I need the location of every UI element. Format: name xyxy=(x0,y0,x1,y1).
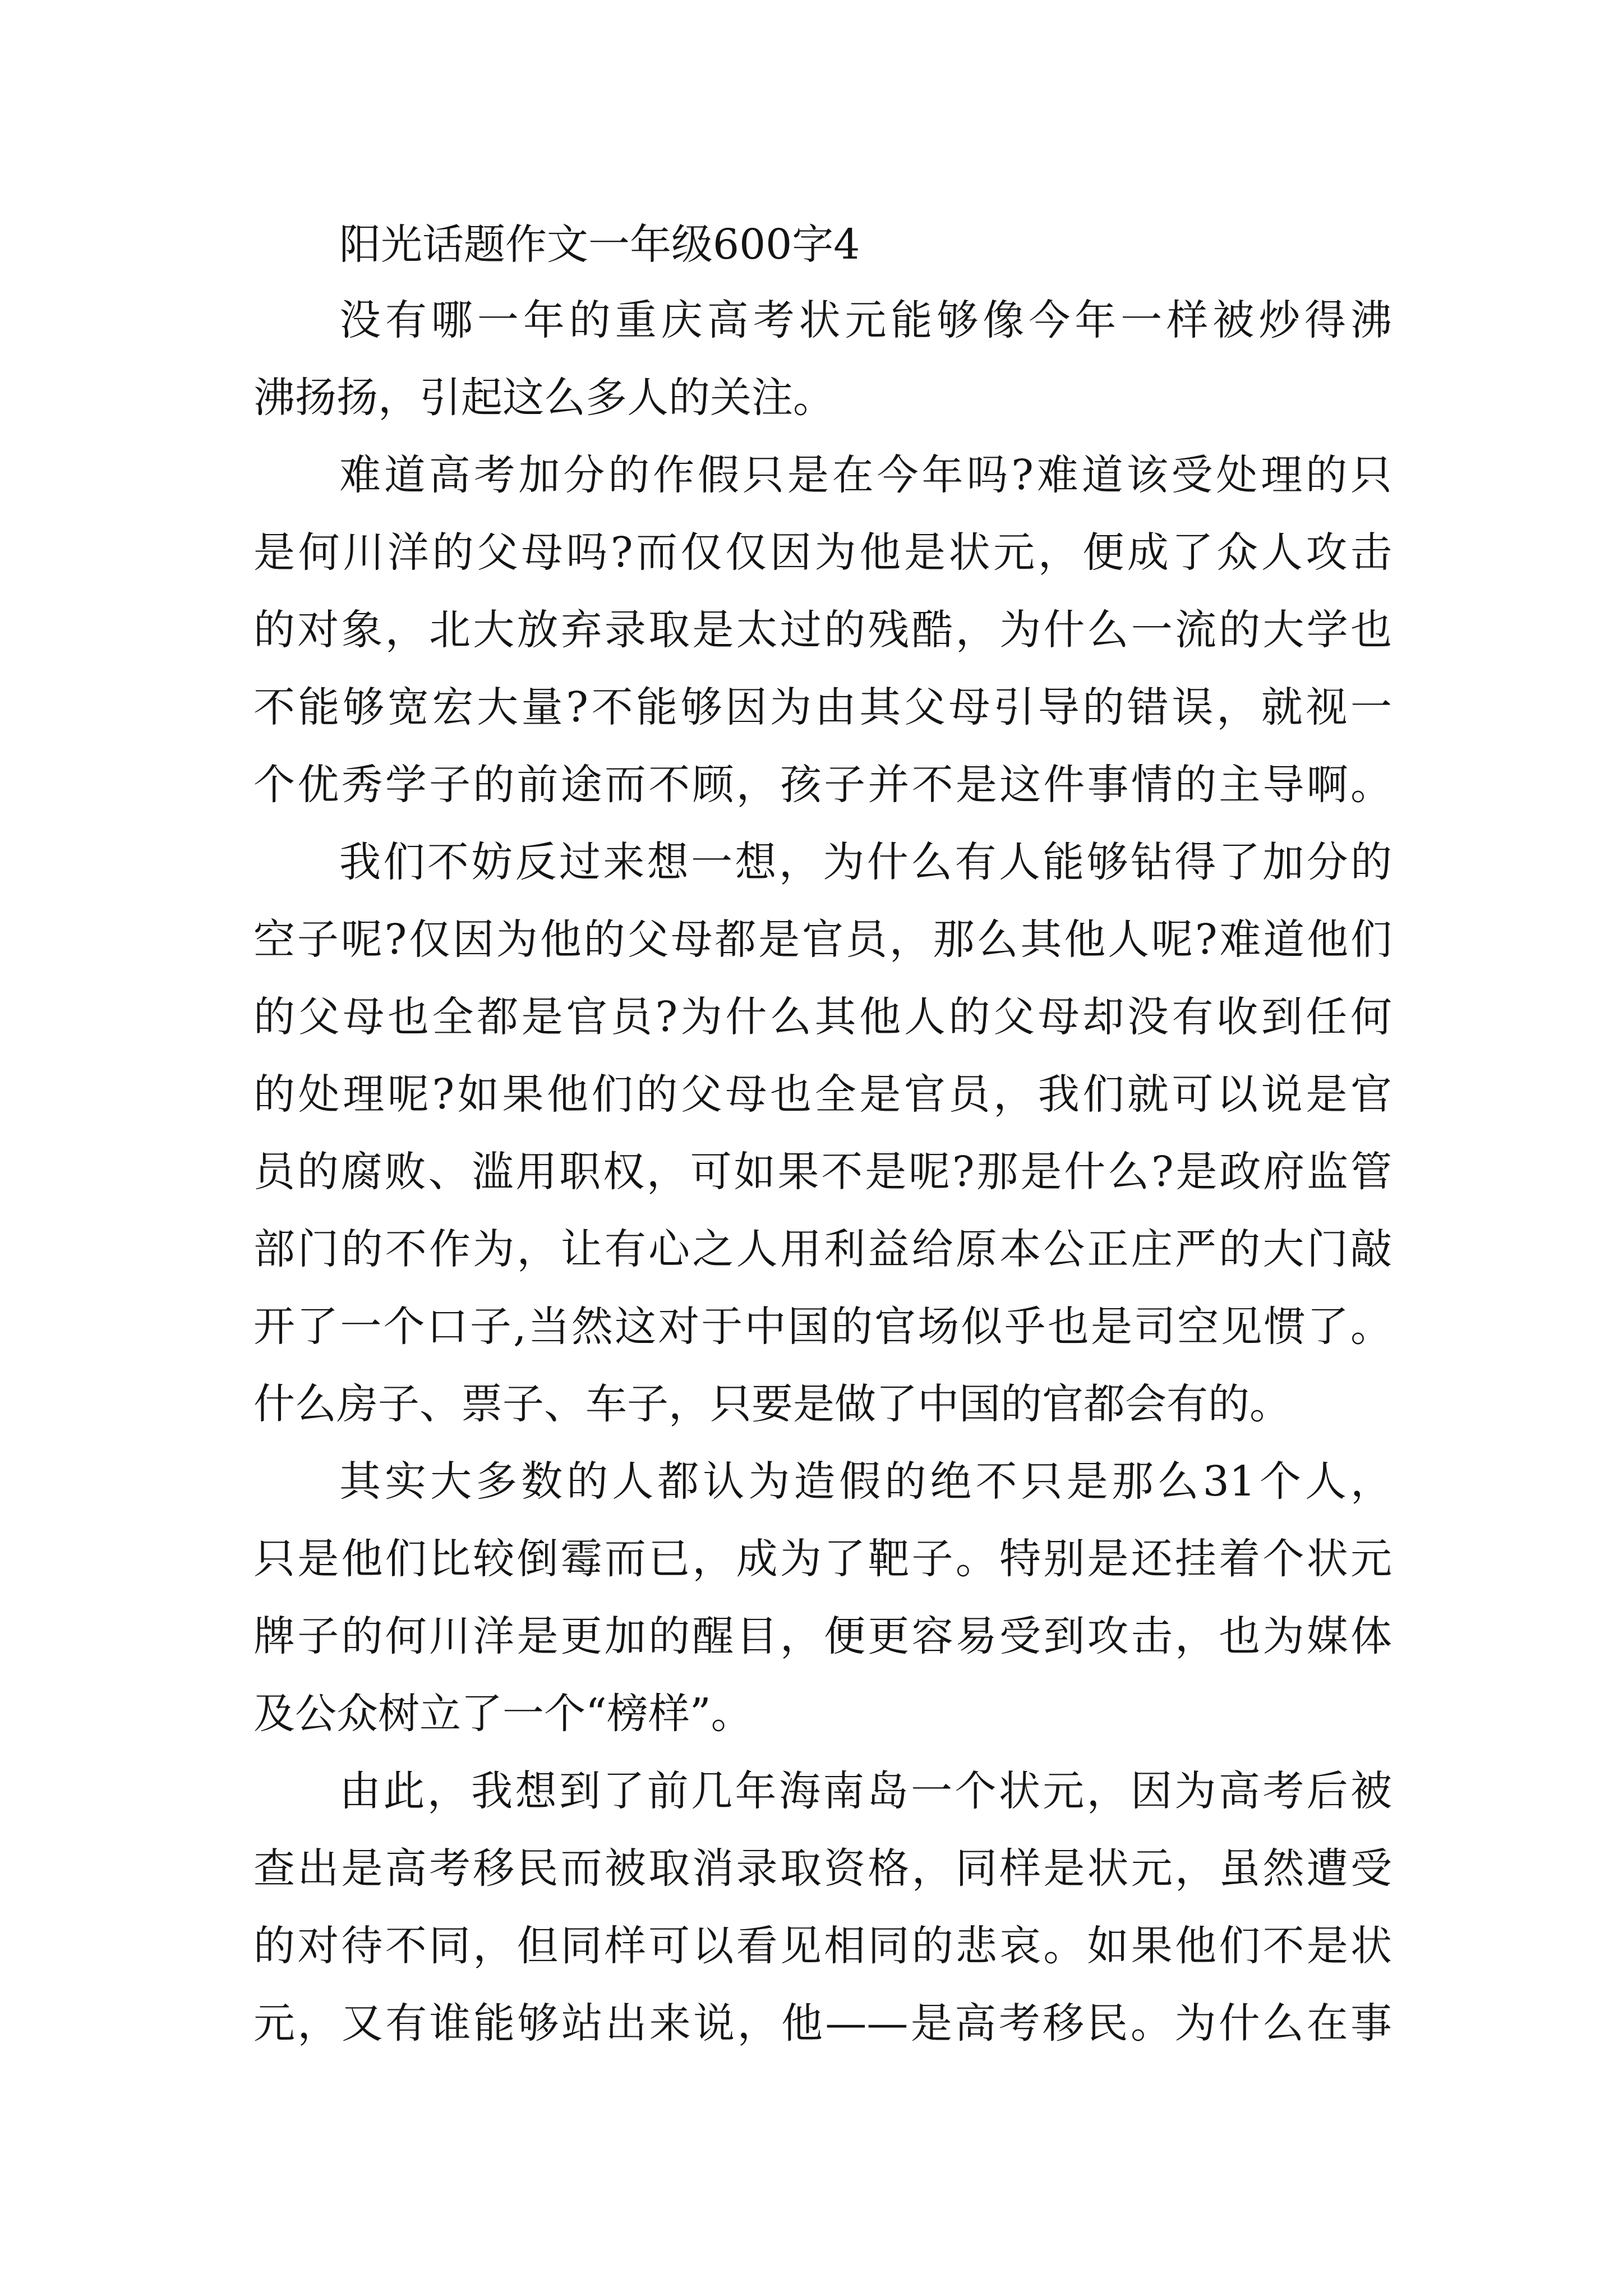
text-line: 元，又有谁能够站出来说，他——是高考移民。为什么在事 xyxy=(253,1999,1392,2047)
text-line: 难道高考加分的作假只是在今年吗?难道该受处理的只 xyxy=(339,451,1392,499)
text-line: 的对象，北大放弃录取是太过的残酷，为什么一流的大学也 xyxy=(253,606,1392,654)
text-line: 的对待不同，但同样可以看见相同的悲哀。如果他们不是状 xyxy=(253,1922,1392,1970)
text-line: 不能够宽宏大量?不能够因为由其父母引导的错误，就视一 xyxy=(253,683,1392,731)
paragraph-3 xyxy=(253,823,1392,1443)
text-line: 牌子的何川洋是更加的醒目，便更容易受到攻击，也为媒体 xyxy=(253,1612,1392,1660)
text-line: 什么房子、票子、车子，只要是做了中国的官都会有的。 xyxy=(253,1380,1291,1428)
text-line: 其实大多数的人都认为造假的绝不只是那么31个人， xyxy=(339,1457,1392,1506)
text-line: 员的腐败、滥用职权，可如果不是呢?那是什么?是政府监管 xyxy=(253,1148,1392,1196)
paragraph-2 xyxy=(253,436,1392,823)
paragraph-1 xyxy=(253,282,1392,436)
document-body xyxy=(253,208,1392,2062)
text-line: 的父母也全都是官员?为什么其他人的父母却没有收到任何 xyxy=(253,993,1392,1041)
text-line: 沸扬扬，引起这么多人的关注。 xyxy=(253,374,834,422)
text-line: 我们不妨反过来想一想，为什么有人能够钻得了加分的 xyxy=(339,838,1392,886)
text-line: 只是他们比较倒霉而已，成为了靶子。特别是还挂着个状元 xyxy=(253,1535,1392,1583)
paragraph-4 xyxy=(253,1443,1392,1752)
text-line: 没有哪一年的重庆高考状元能够像今年一样被炒得沸 xyxy=(339,296,1392,344)
text-line: 个优秀学子的前途而不顾，孩子并不是这件事情的主导啊。 xyxy=(253,761,1392,809)
text-line: 部门的不作为，让有心之人用利益给原本公正庄严的大门敲 xyxy=(253,1225,1392,1273)
text-line: 及公众树立了一个“榜样”。 xyxy=(253,1690,753,1738)
text-line: 空子呢?仅因为他的父母都是官员，那么其他人呢?难道他们 xyxy=(253,915,1392,964)
text-line: 查出是高考移民而被取消录取资格，同样是状元，虽然遭受 xyxy=(253,1844,1392,1893)
text-line: 由此，我想到了前几年海南岛一个状元，因为高考后被 xyxy=(339,1767,1392,1815)
document-title: 阳光话题作文一年级600字4 xyxy=(339,220,860,269)
text-line: 是何川洋的父母吗?而仅仅因为他是状元，便成了众人攻击 xyxy=(253,528,1392,577)
text-line: 的处理呢?如果他们的父母也全是官员，我们就可以说是官 xyxy=(253,1070,1392,1119)
paragraph-5 xyxy=(253,1752,1392,2062)
text-line: 开了一个口子,当然这对于中国的官场似乎也是司空见惯了。 xyxy=(253,1303,1392,1351)
